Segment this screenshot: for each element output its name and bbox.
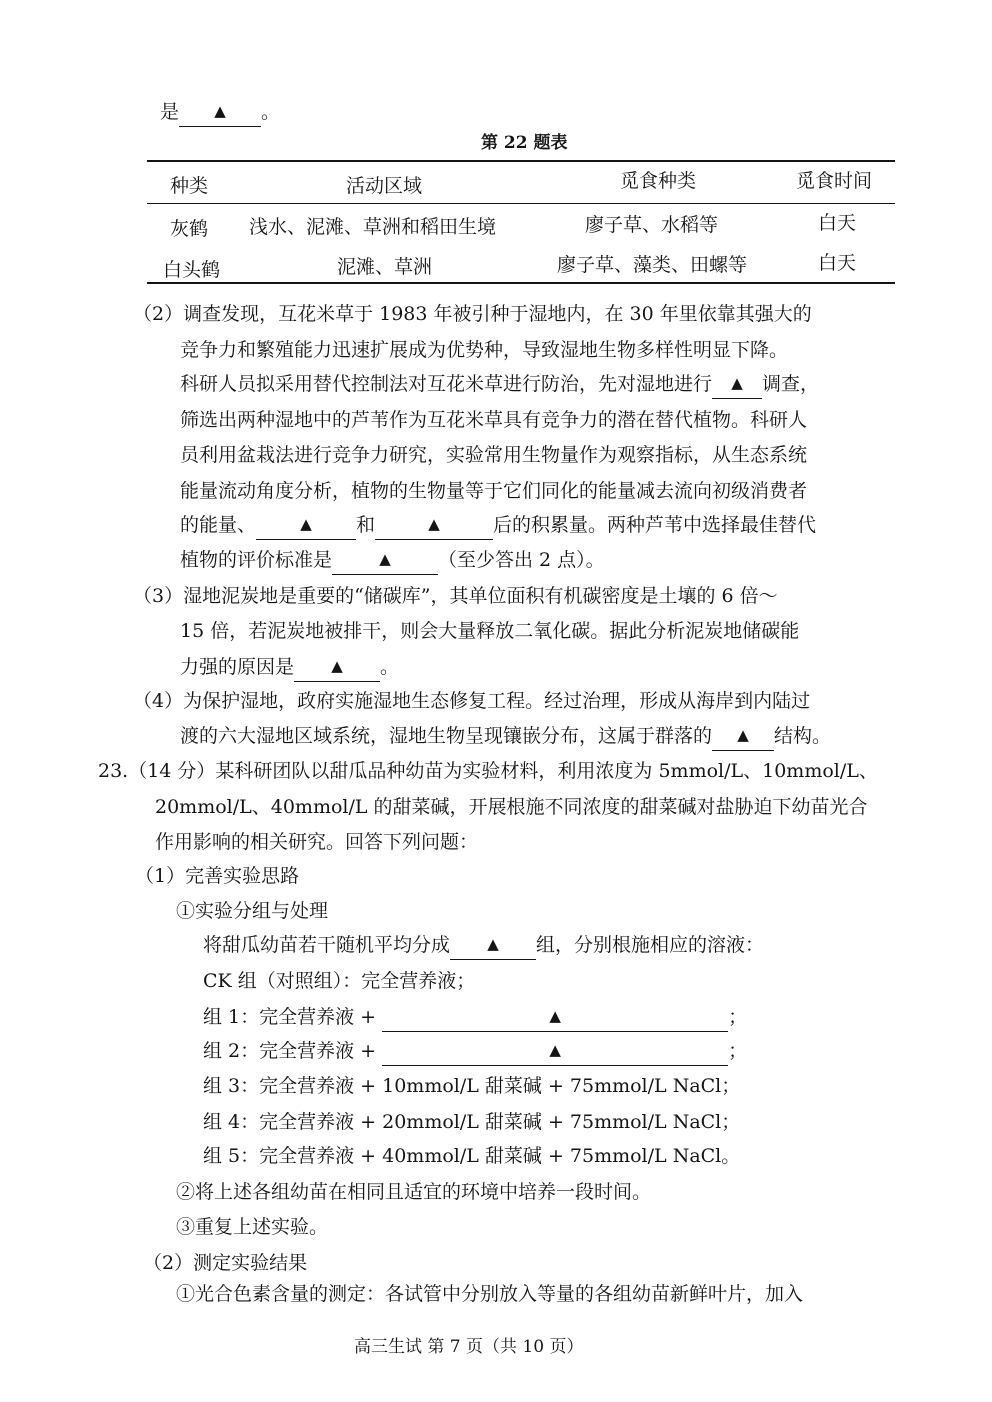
table-top-rule (147, 160, 895, 162)
text: 植物的评价标准是 (180, 549, 333, 571)
triangle-mark: ▲ (214, 102, 226, 120)
triangle-mark: ▲ (549, 1007, 561, 1025)
q23-measure-line: ①光合色素含量的测定：各试管中分别放入等量的各组幼苗新鲜叶片，加入 (176, 1283, 804, 1305)
text: ； (728, 1006, 748, 1028)
triangle-mark: ▲ (487, 935, 499, 953)
text: 渡的六大湿地区域系统，湿地生物呈现镶嵌分布，这属于群落的 (180, 725, 713, 747)
q23-group-1 (203, 1008, 747, 1029)
q23-subquestion-1: （1）完善实验思路 (135, 865, 300, 887)
header-cell: 觅食种类 (620, 170, 697, 192)
answer-blank (450, 935, 536, 960)
table-cell: 廖子草、藻类、田螺等 (557, 254, 748, 276)
q23-group-4: 组 4：完全营养液 + 20mmol/L 甜菜碱 + 75mmol/L NaCl； (203, 1111, 741, 1133)
q22-p3-line-2: 15 倍，若泥炭地被排干，则会大量释放二氧化碳。据此分析泥炭地储碳能 (180, 620, 800, 642)
page-footer: 高三生试 第 7 页（共 10 页） (354, 1337, 584, 1357)
text: 力强的原因是 (180, 656, 295, 678)
q22-p2-line-2: 竞争力和繁殖能力迅速扩展成为优势种，导致湿地生物多样性明显下降。 (180, 339, 789, 361)
q23-group-3: 组 3：完全营养液 + 10mmol/L 甜菜碱 + 75mmol/L NaCl； (203, 1075, 741, 1097)
text: 后的积累量。两种芦苇中选择最佳替代 (493, 514, 817, 536)
text: （至少答出 2 点）。 (438, 549, 605, 571)
table-cell: 白天 (818, 212, 857, 234)
text: 组 2：完全营养液 + (203, 1040, 377, 1062)
q23-grouping-line (203, 936, 764, 957)
q23-group-5: 组 5：完全营养液 + 40mmol/L 甜菜碱 + 75mmol/L NaCl。 (203, 1145, 741, 1167)
q22-p2-line-1: （2）调查发现，互花米草于 1983 年被引种于湿地内，在 30 年里依靠其强大的 (133, 303, 812, 325)
q22-p4-line-1: （4）为保护湿地，政府实施湿地生态修复工程。经过治理，形成从海岸到内陆过 (133, 690, 811, 712)
text: 调查， (762, 373, 820, 395)
table-bottom-rule (147, 282, 895, 284)
table-cell: 廖子草、水稻等 (585, 214, 719, 236)
answer-blank (179, 102, 261, 127)
q23-line-2: 20mmol/L、40mmol/L 的甜菜碱，开展根施不同浓度的甜菜碱对盐胁迫下幼苗光合 (155, 796, 868, 818)
text: 将甜瓜幼苗若干随机平均分成 (203, 934, 451, 956)
answer-blank (382, 1041, 728, 1066)
answer-blank (332, 550, 438, 575)
table-cell: 白头鹤 (163, 259, 221, 281)
q22-p4-line-2 (180, 727, 831, 748)
triangle-mark: ▲ (731, 374, 743, 392)
text: 结构。 (774, 725, 832, 747)
text: 的能量、 (180, 514, 257, 536)
header-cell: 种类 (170, 175, 209, 197)
answer-blank (712, 374, 762, 399)
triangle-mark: ▲ (549, 1041, 561, 1059)
q22-p2-line-7 (180, 516, 816, 537)
answer-blank (382, 1007, 728, 1032)
text: 。 (380, 656, 400, 678)
text: 组，分别根施相应的溶液： (536, 934, 765, 956)
answer-blank (294, 657, 380, 682)
table-cell: 灰鹤 (170, 218, 209, 240)
triangle-mark: ▲ (379, 550, 391, 568)
q22-p2-line-5: 员利用盆栽法进行竞争力研究，实验常用生物量作为观察指标，从生态系统 (180, 444, 808, 466)
triangle-mark: ▲ (331, 657, 343, 675)
q23-line-1: 23.（14 分）某科研团队以甜瓜品种幼苗为实验材料，利用浓度为 5mmol/L、10mmol/L、 (98, 760, 878, 782)
q22-p2-line-8 (180, 551, 605, 572)
table-cell: 浅水、泥滩、草洲和稻田生境 (249, 216, 497, 238)
q23-step-2: ②将上述各组幼苗在相同且适宜的环境中培养一段时间。 (176, 1181, 652, 1203)
q22-p2-line-3 (180, 375, 819, 396)
header-cell: 觅食时间 (796, 170, 873, 192)
text: 和 (356, 514, 376, 536)
q22-p3-line-1: （3）湿地泥炭地是重要的“储碳库”，其单位面积有机碳密度是土壤的 6 倍～ (133, 585, 778, 607)
table-cell: 泥滩、草洲 (337, 256, 433, 278)
q22-p2-line-6: 能量流动角度分析，植物的生物量等于它们同化的能量减去流向初级消费者 (180, 480, 808, 502)
text: 科研人员拟采用替代控制法对互花米草进行防治，先对湿地进行 (180, 373, 713, 395)
table-cell: 白天 (818, 252, 857, 274)
q23-subquestion-2: （2）测定实验结果 (143, 1252, 308, 1274)
triangle-mark: ▲ (428, 515, 440, 533)
table-header-rule (147, 203, 895, 204)
text: 组 1：完全营养液 + (203, 1006, 377, 1028)
text: ； (728, 1040, 748, 1062)
table-caption: 第 22 题表 (481, 133, 568, 153)
q22-p2-line-4: 筛选出两种湿地中的芦苇作为互花米草具有竞争力的潜在替代植物。科研人 (180, 409, 808, 431)
answer-blank (712, 726, 774, 751)
q23-group-2 (203, 1042, 747, 1063)
triangle-mark: ▲ (737, 726, 749, 744)
text: 。 (261, 101, 281, 123)
q23-line-3: 作用影响的相关研究。回答下列问题： (155, 831, 479, 853)
q22-prev-line (160, 103, 280, 124)
q23-ck-group: CK 组（对照组）：完全营养液； (203, 970, 476, 992)
q23-step-3: ③重复上述实验。 (176, 1216, 329, 1238)
answer-blank (256, 515, 356, 540)
triangle-mark: ▲ (300, 515, 312, 533)
header-cell: 活动区域 (346, 175, 423, 197)
answer-blank (375, 515, 493, 540)
q22-p3-line-3 (180, 658, 399, 679)
text: 是 (160, 101, 180, 123)
q23-step-1: ①实验分组与处理 (176, 900, 329, 922)
